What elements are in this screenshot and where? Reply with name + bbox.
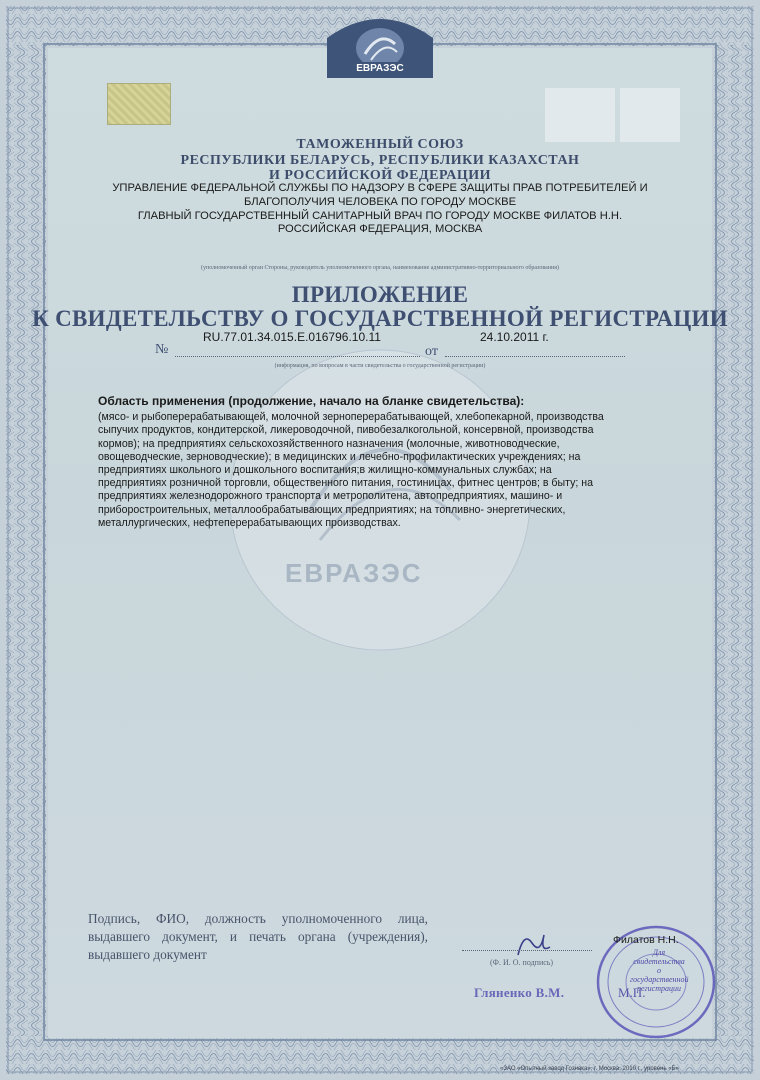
authority-line: РОССИЙСКАЯ ФЕДЕРАЦИЯ, МОСКВА — [277, 223, 483, 235]
seal-text: Для — [652, 948, 666, 957]
authority-line: БЛАГОПОЛУЧИЯ ЧЕЛОВЕКА ПО ГОРОДУ МОСКВЕ — [243, 196, 517, 208]
watermark-logo-text: ЕВРАЗЭС — [285, 558, 423, 588]
pale-security-box — [620, 88, 680, 142]
countries-line-2: И РОССИЙСКОЙ ФЕДЕРАЦИИ — [269, 168, 491, 183]
number-label: № — [155, 342, 169, 357]
fio-dotted-line — [462, 950, 592, 951]
scope-line: овощеводческие, зерноводческие); в медицинских и лечебно-профилактических учреждениях; на — [98, 450, 581, 463]
scope-line: металлургических, нефтеперерабатывающих производствах. — [98, 516, 401, 529]
stamp-mark: М.П. — [618, 985, 646, 1000]
title-line-1: ПРИЛОЖЕНИЕ — [291, 282, 469, 307]
registration-number: RU.77.01.34.015.E.016796.10.11 — [203, 330, 381, 344]
scope-line: кормов); на предприятиях сельскохозяйственного назначения (молочные, животноводческие, — [98, 437, 560, 450]
date-dotted-line — [445, 356, 625, 357]
number-dotted-line — [175, 356, 420, 357]
registration-caption: (информация, по вопросам в части свидетельства о государственной регистрации) — [274, 363, 486, 369]
stamp-name: Гляненко В.М. — [474, 985, 565, 1000]
scope-line: сыпучих продуктов, кондитерской, ликероводочной, пивобезалкогольной, консервной, производства — [98, 424, 594, 437]
seal-text: свидетельства — [633, 957, 685, 966]
scope-text-block — [98, 395, 678, 530]
authority-line: ГЛАВНЫЙ ГОСУДАРСТВЕННЫЙ САНИТАРНЫЙ ВРАЧ ПО ГОРОДУ МОСКВЕ ФИЛАТОВ Н.Н. — [137, 210, 623, 222]
scope-line: предприятиях школьного и дошкольного воспитания;в жилищно-коммунальных службах; на — [98, 464, 552, 477]
authority-caption: (уполномоченный орган Стороны, руководитель уполномоченного органа, наименование административно-территориального образования) — [201, 265, 559, 271]
title-line-2: К СВИДЕТЕЛЬСТВУ О ГОСУДАРСТВЕННОЙ РЕГИСТРАЦИИ — [32, 306, 728, 331]
scope-line: (мясо- и рыбоперерабатывающей, молочной зерноперерабатывающей, хлебопекарной, производства — [98, 411, 604, 424]
signature-label: Подпись, ФИО, должность уполномоченного лица, выдавшего документ, и печать органа (учреждения), выдавшего документ — [88, 911, 428, 962]
date-label: от — [425, 344, 438, 359]
pale-security-box — [545, 88, 615, 142]
hologram-sticker — [107, 83, 171, 125]
printer-footnote: «ЗАО «Опытный завод Гознака», г. Москва, 2010 г., уровень «Б» — [500, 1066, 679, 1072]
scope-line: предприятиях железнодорожного транспорта и метрополитена, автопредприятиях, машино- и — [98, 490, 563, 503]
countries-line-1: РЕСПУБЛИКИ БЕЛАРУСЬ, РЕСПУБЛИКИ КАЗАХСТАН — [180, 153, 580, 168]
authority-line: УПРАВЛЕНИЕ ФЕДЕРАЛЬНОЙ СЛУЖБЫ ПО НАДЗОРУ В СФЕРЕ ЗАЩИТЫ ПРАВ ПОТРЕБИТЕЛЕЙ И — [112, 182, 648, 194]
scope-heading: Область применения (продолжение, начало на бланке свидетельства): — [98, 394, 525, 408]
fio-caption: (Ф. И. О. подпись) — [490, 958, 554, 967]
scope-line: предприятиях розничной торговли, общественного питания, гостиницах, фитнес центров; в быту; на — [98, 477, 594, 490]
scope-line: приборостроительных, металлообрабатывающих предприятиях; на топливно- энергетических, — [98, 503, 566, 516]
logo-text: ЕВРАЗЭС — [338, 62, 422, 75]
registration-date: 24.10.2011 г. — [480, 330, 549, 344]
seal-text: регистрации — [637, 984, 681, 993]
union-title: ТАМОЖЕННЫЙ СОЮЗ — [296, 137, 464, 152]
seal-text: о государственной — [630, 966, 689, 984]
signer-name: Филатов Н.Н. — [613, 934, 679, 946]
registration-line — [155, 330, 625, 360]
